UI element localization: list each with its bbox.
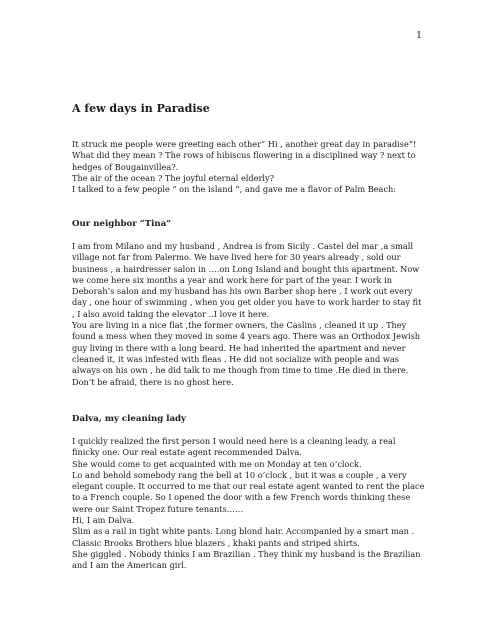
text-line: Lo and behold somebody rang the bell at 10 o’clock , but it was a couple , a very: [72, 469, 407, 480]
text-line: Deborah’s salon and my husband has his own Barber shop here . I work out every: [72, 286, 413, 297]
text-line: Hi, I am Dalva.: [72, 515, 135, 526]
text-line: Slim as a rail in tight white pants. Long blond hair. Accompanied by a smart man .: [72, 526, 415, 537]
text-line: village not far from Palermo. We have lived here for 30 years already , sold our: [72, 252, 401, 263]
section-heading-dalva: Dalva, my cleaning lady: [72, 414, 187, 424]
text-line: finicky one. Our real estate agent recommended Dalva.: [72, 447, 302, 458]
text-line: Classic Brooks Brothers blue blazers , khaki pants and striped shirts.: [72, 537, 360, 548]
text-line: You are living in a nice flat ,the former owners, the Caslins , cleaned it up . They: [72, 320, 407, 331]
tina-paragraph: [72, 241, 432, 388]
intro-paragraph: [72, 139, 432, 195]
document-title: A few days in Paradise: [72, 102, 210, 115]
text-line: we come here six months a year and work here for part of the year. I work in: [72, 274, 392, 285]
text-line: cleaned it, it was infested with fleas . He did not socialize with people and was: [72, 353, 399, 364]
text-line: business , a hairdresser salon in ….on Long Island and bought this apartment. Now: [72, 263, 420, 274]
text-line: were our Saint Tropez future tenants……: [72, 503, 244, 514]
text-line: found a mess when they moved in some 4 years ago. There was an Orthodox Jewish: [72, 331, 421, 342]
text-line: to a French couple. So I opened the door with a few French words thinking these: [72, 492, 411, 503]
section-heading-tina: Our neighbor “Tina”: [72, 219, 172, 229]
text-line: day , one hour of swimming , when you get older you have to work harder to stay fit: [72, 297, 422, 308]
text-line: , I also avoid taking the elevator ..I love it here.: [72, 308, 270, 319]
text-line: always on his own , he did talk to me though from time to time .He died in there.: [72, 365, 409, 376]
text-line: elegant couple. It occurred to me that our real estate agent wanted to rent the place: [72, 481, 425, 492]
text-line: hedges of Bougainvillea?.: [72, 161, 179, 172]
text-line: She giggled . Nobody thinks I am Brazilian . They think my husband is the Brazilian: [72, 548, 421, 559]
text-line: What did they mean ? The rows of hibiscus flowering in a disciplined way ? next to: [72, 150, 416, 161]
text-line: I talked to a few people “ on the island “, and gave me a flavor of Palm Beach:: [72, 184, 397, 195]
dalva-paragraph: [72, 436, 432, 572]
text-line: Don’t be afraid, there is no ghost here.: [72, 376, 234, 387]
text-line: and I am the American girl.: [72, 560, 187, 571]
text-line: I am from Milano and my husband , Andrea is from Sicily . Castel del mar ,a small: [72, 241, 413, 251]
page-number: 1: [416, 30, 423, 41]
text-line: She would come to get acquainted with me on Monday at ten o’clock.: [72, 458, 362, 469]
text-line: I quickly realized the first person I would need here is a cleaning leady, a real: [72, 436, 396, 446]
text-line: The air of the ocean ? The joyful eternal elderly?: [72, 172, 275, 183]
text-line: guy living in there with a long beard. He had inherited the apartment and never: [72, 342, 406, 353]
text-line: It struck me people were greeting each other” Hi , another great day in paradise”!: [72, 139, 417, 149]
